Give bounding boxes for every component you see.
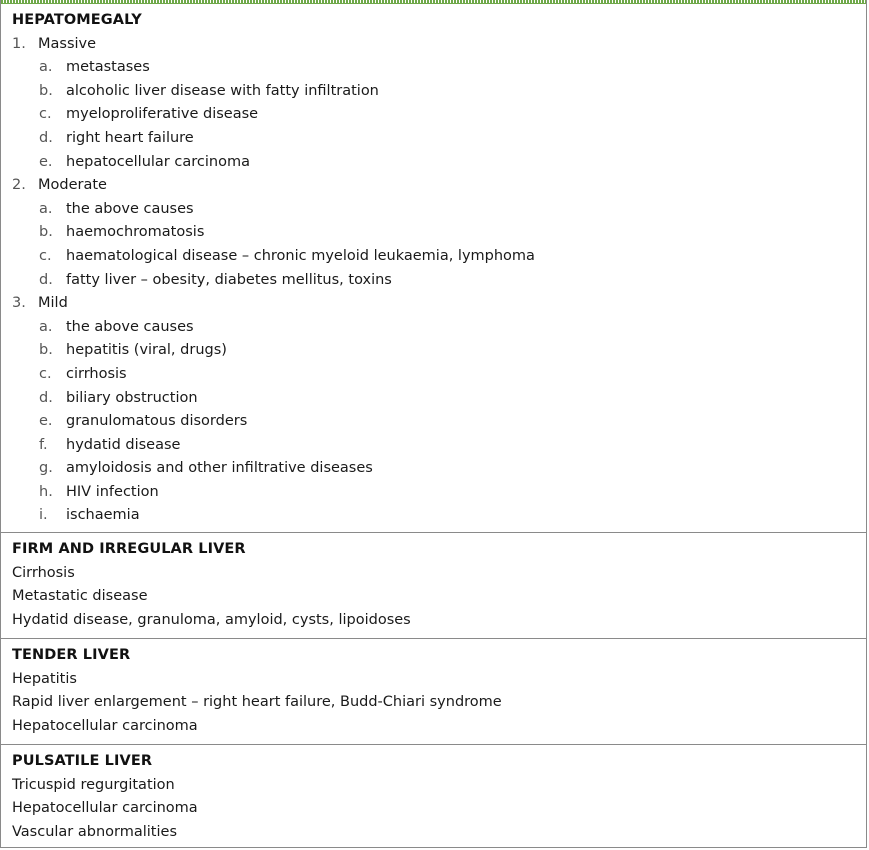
- item-text: hepatocellular carcinoma: [66, 153, 250, 170]
- list-item: [12, 269, 866, 293]
- item-letter: a.: [39, 200, 53, 217]
- section-heading: FIRM AND IRREGULAR LIVER: [12, 541, 246, 557]
- group-heading: [12, 174, 866, 198]
- group-label: Mild: [38, 295, 68, 312]
- group-label: Massive: [38, 35, 97, 52]
- list-item: [12, 504, 866, 528]
- list-item: Metastatic disease: [12, 588, 148, 605]
- item-text: fatty liver – obesity, diabetes mellitus, toxins: [66, 271, 392, 288]
- item-text: granulomatous disorders: [66, 413, 248, 430]
- section-heading: PULSATILE LIVER: [12, 753, 153, 769]
- group-number: 2.: [12, 177, 26, 194]
- item-text: haemochromatosis: [66, 224, 205, 241]
- item-text: the above causes: [66, 200, 194, 217]
- item-letter: a.: [39, 318, 53, 335]
- item-letter: b.: [39, 224, 53, 241]
- item-letter: d.: [39, 129, 53, 146]
- item-letter: b.: [39, 342, 53, 359]
- group-number: 1.: [12, 35, 26, 52]
- list-item: Hepatocellular carcinoma: [12, 800, 198, 817]
- list-item: [12, 481, 866, 505]
- item-text: the above causes: [66, 318, 194, 335]
- item-text: hepatitis (viral, drugs): [66, 342, 227, 359]
- list-item: [12, 245, 866, 269]
- list-item: [12, 457, 866, 481]
- group-label: Moderate: [38, 177, 107, 194]
- item-letter: i.: [39, 507, 48, 524]
- section-heading: HEPATOMEGALY: [12, 12, 142, 28]
- section-firm-irregular-liver: [1, 533, 866, 639]
- list-item: Hepatitis: [12, 670, 77, 687]
- item-text: biliary obstruction: [66, 389, 198, 406]
- item-text: haematological disease – chronic myeloid leukaemia, lymphoma: [66, 247, 535, 264]
- group-heading: [12, 33, 866, 57]
- list-item: [12, 316, 866, 340]
- item-letter: d.: [39, 271, 53, 288]
- list-item: [12, 363, 866, 387]
- group-heading: [12, 292, 866, 316]
- item-letter: h.: [39, 483, 53, 500]
- list-item: Hepatocellular carcinoma: [12, 717, 198, 734]
- list-item: [12, 410, 866, 434]
- list-item: [12, 127, 866, 151]
- item-letter: a.: [39, 59, 53, 76]
- section-heading: TENDER LIVER: [12, 647, 131, 663]
- list-item: Cirrhosis: [12, 564, 75, 581]
- item-letter: e.: [39, 153, 53, 170]
- item-text: ischaemia: [66, 507, 140, 524]
- list-item: Hydatid disease, granuloma, amyloid, cysts, lipoidoses: [12, 611, 411, 628]
- item-letter: c.: [39, 247, 52, 264]
- item-text: alcoholic liver disease with fatty infiltration: [66, 82, 379, 99]
- list-item: Rapid liver enlargement – right heart failure, Budd-Chiari syndrome: [12, 694, 502, 711]
- group-number: 3.: [12, 295, 26, 312]
- list-item: [12, 103, 866, 127]
- list-item: [12, 151, 866, 175]
- item-letter: g.: [39, 460, 53, 477]
- list-item: [12, 56, 866, 80]
- item-letter: f.: [39, 436, 48, 453]
- list-item: Tricuspid regurgitation: [12, 776, 175, 793]
- item-letter: c.: [39, 106, 52, 123]
- list-item: [12, 80, 866, 104]
- item-text: myeloproliferative disease: [66, 106, 259, 123]
- list-item: [12, 434, 866, 458]
- item-text: hydatid disease: [66, 436, 181, 453]
- item-letter: d.: [39, 389, 53, 406]
- section-tender-liver: [1, 639, 866, 745]
- item-letter: e.: [39, 413, 53, 430]
- section-hepatomegaly: [1, 4, 866, 533]
- list-item: [12, 198, 866, 222]
- section-pulsatile-liver: [1, 745, 866, 847]
- item-text: HIV infection: [66, 483, 159, 500]
- item-text: amyloidosis and other infiltrative diseases: [66, 460, 373, 477]
- list-item: Vascular abnormalities: [12, 823, 177, 840]
- list-item: [12, 387, 866, 411]
- list-item: [12, 221, 866, 245]
- item-text: metastases: [66, 59, 150, 76]
- list-item: [12, 339, 866, 363]
- item-text: right heart failure: [66, 129, 194, 146]
- item-text: cirrhosis: [66, 365, 127, 382]
- item-letter: b.: [39, 82, 53, 99]
- item-letter: c.: [39, 365, 52, 382]
